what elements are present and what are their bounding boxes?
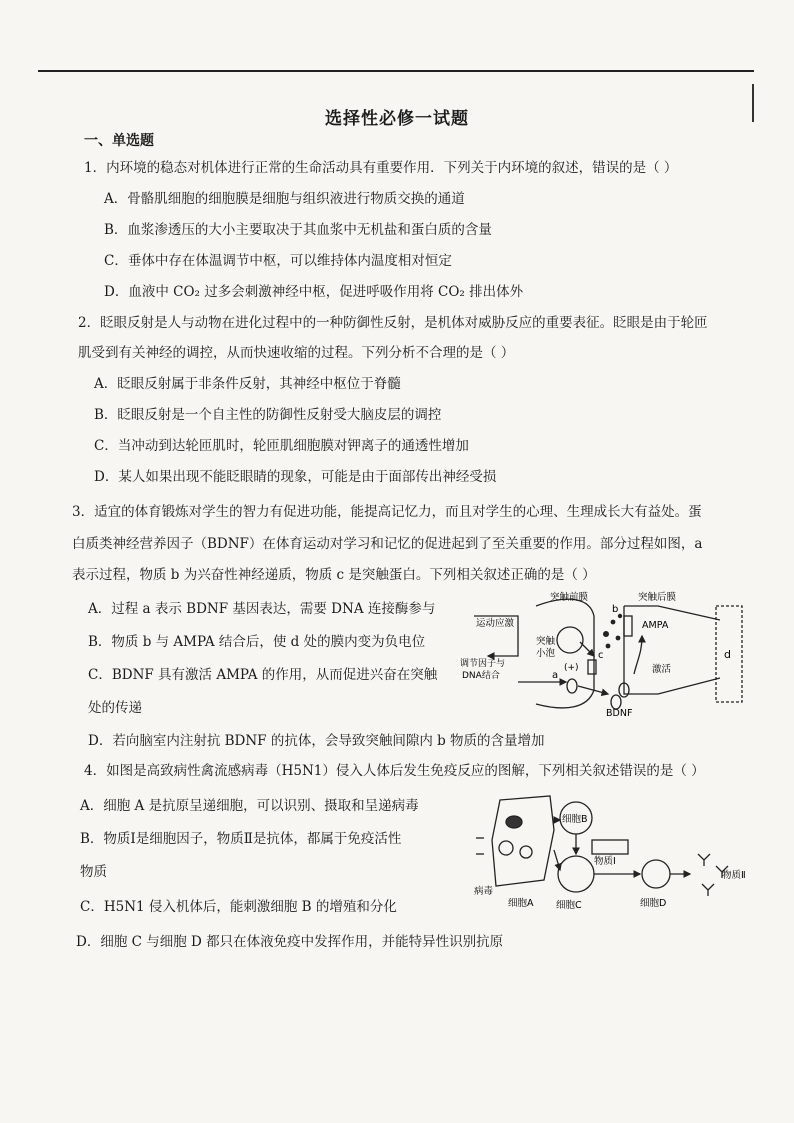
cell-c-label: 细胞C [556, 900, 582, 911]
substance2-label: 物质Ⅱ [722, 870, 746, 881]
synaptic-vesicle [557, 627, 583, 653]
q1-stem: 1．内环境的稳态对机体进行正常的生命活动具有重要作用．下列关于内环境的叙述，错误的是（ ） [84, 160, 678, 176]
post-membrane-label: 突触后膜 [638, 592, 677, 603]
q4-option-d: D．细胞 C 与细胞 D 都只在体液免疫中发挥作用，并能特异性识别抗原 [76, 934, 504, 950]
q3-option-a: A．过程 a 表示 BDNF 基因表达，需要 DNA 连接酶参与 [88, 601, 436, 617]
q3-stem-line1: 3．适宜的体育锻炼对学生的智力有促进功能，能提高记忆力，而且对学生的心理、生理成长大有益处。蛋 [72, 504, 702, 520]
ampa-label: AMPA [642, 620, 669, 631]
vesicle-label-line2: 小泡 [536, 648, 556, 659]
q3-option-b: B．物质 b 与 AMPA 结合后，使 d 处的膜内变为负电位 [88, 634, 426, 650]
regulator-label-line2: DNA结合 [462, 671, 500, 681]
q1-option-d: D．血液中 CO₂ 过多会刺激神经中枢，促进呼吸作用将 CO₂ 排出体外 [104, 284, 524, 300]
q3-option-c-line2: 处的传递 [88, 700, 142, 716]
q2-option-c: C．当冲动到达轮匝肌时，轮匝肌细胞膜对钾离子的通透性增加 [94, 438, 469, 454]
plus-label: (+) [564, 663, 579, 673]
cell-a-label: 细胞A [508, 898, 534, 909]
q2-option-a: A．眨眼反射属于非条件反射，其神经中枢位于脊髓 [94, 376, 401, 392]
cell-b-label: 细胞B [562, 814, 588, 825]
immune-response-diagram [470, 790, 760, 912]
section-heading: 一、单选题 [84, 133, 154, 149]
vesicle-label-line1: 突触 [536, 636, 556, 647]
virus-label: 病毒 [474, 886, 494, 897]
regulator-label-line1: 调节因子与 [460, 659, 506, 669]
label-b: b [612, 604, 619, 615]
q1-option-c: C．垂体中存在体温调节中枢，可以维持体内温度相对恒定 [104, 253, 452, 269]
cell-c [558, 856, 594, 892]
q4-option-b-line1: B．物质Ⅰ是细胞因子，物质Ⅱ是抗体，都属于免疫活性 [80, 831, 402, 847]
substance1-label: 物质Ⅰ [594, 856, 616, 867]
label-c: c [598, 650, 604, 661]
pre-membrane-label: 突触前膜 [550, 592, 589, 603]
q4-option-a: A．细胞 A 是抗原呈递细胞，可以识别、摄取和呈递病毒 [80, 798, 419, 814]
postsynaptic-membrane [624, 606, 720, 694]
q4-option-b-line2: 物质 [80, 864, 107, 880]
activate-label: 激活 [652, 664, 672, 675]
label-a: a [552, 670, 559, 681]
q2-stem-line2: 肌受到有关神经的调控，从而快速收缩的过程。下列分析不合理的是（ ） [78, 345, 515, 361]
q4-stem: 4．如图是高致病性禽流感病毒（H5N1）侵入人体后发生免疫反应的图解，下列相关叙述错误的是（ ） [84, 763, 705, 779]
q3-option-c-line1: C．BDNF 具有激活 AMPA 的作用，从而促进兴奋在突触 [88, 667, 438, 683]
page-title: 选择性必修一试题 [325, 109, 469, 129]
q1-option-a: A．骨骼肌细胞的细胞膜是细胞与组织液进行物质交换的通道 [104, 191, 465, 207]
cell-a-nucleus [506, 816, 522, 828]
q3-option-d: D．若向脑室内注射抗 BDNF 的抗体，会导致突触间隙内 b 物质的含量增加 [88, 733, 545, 749]
exercise-label: 运动应激 [476, 618, 515, 629]
cell-d-label: 细胞D [640, 898, 667, 909]
q2-stem-line1: 2．眨眼反射是人与动物在进化过程中的一种防御性反射，是机体对威胁反应的重要表征。眨眼是由于轮匝 [78, 315, 708, 331]
q1-option-b: B．血浆渗透压的大小主要取决于其血浆中无机盐和蛋白质的含量 [104, 222, 492, 238]
header-rule [38, 70, 754, 72]
q4-option-c: C．H5N1 侵入机体后，能刺激细胞 B 的增殖和分化 [80, 899, 397, 915]
bdnf-label: BDNF [606, 708, 633, 719]
cell-a-outline [492, 796, 554, 886]
synapse-diagram [458, 586, 758, 720]
q2-option-b: B．眨眼反射是一个自主性的防御性反射受大脑皮层的调控 [94, 407, 442, 423]
label-d: d [724, 648, 731, 661]
cell-d [642, 860, 670, 888]
q3-stem-line3: 表示过程，物质 b 为兴奋性神经递质，物质 c 是突触蛋白。下列相关叙述正确的是（ ） [72, 567, 596, 583]
q2-option-d: D．某人如果出现不能眨眼睛的现象，可能是由于面部传出神经受损 [94, 469, 497, 485]
ampa-receptor [624, 616, 632, 636]
q3-stem-line2: 白质类神经营养因子（BDNF）在体育运动对学习和记忆的促进起到了至关重要的作用。部分过程如图，a [72, 536, 703, 552]
